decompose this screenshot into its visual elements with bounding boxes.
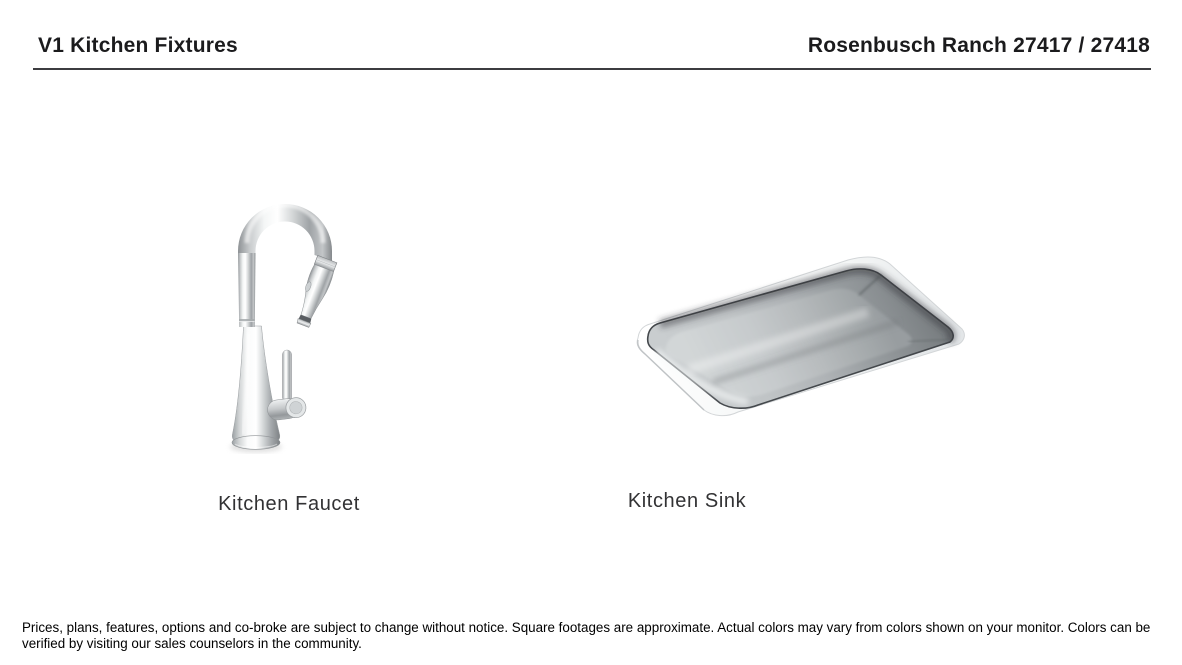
header-divider — [33, 68, 1151, 70]
header — [38, 34, 1150, 58]
kitchen-faucet-label: Kitchen Faucet — [218, 493, 360, 515]
footer-disclaimer: Prices, plans, features, options and co-broke are subject to change without notice. Square footages are approximate. Actual colors may vary from colors shown on your monitor. Colors can be verified by visiting our sales counselors in the community. — [22, 620, 1151, 651]
kitchen-faucet-image — [225, 193, 365, 458]
page-title: V1 Kitchen Fixtures — [38, 34, 238, 57]
faucet-handle — [283, 350, 292, 402]
faucet-svg — [225, 193, 365, 458]
sink-svg — [618, 250, 968, 435]
plan-title: Rosenbusch Ranch 27417 / 27418 — [807, 34, 1150, 57]
kitchen-sink-label: Kitchen Sink — [627, 490, 747, 512]
faucet-spray-head — [292, 255, 338, 329]
kitchen-sink-image — [618, 250, 968, 435]
